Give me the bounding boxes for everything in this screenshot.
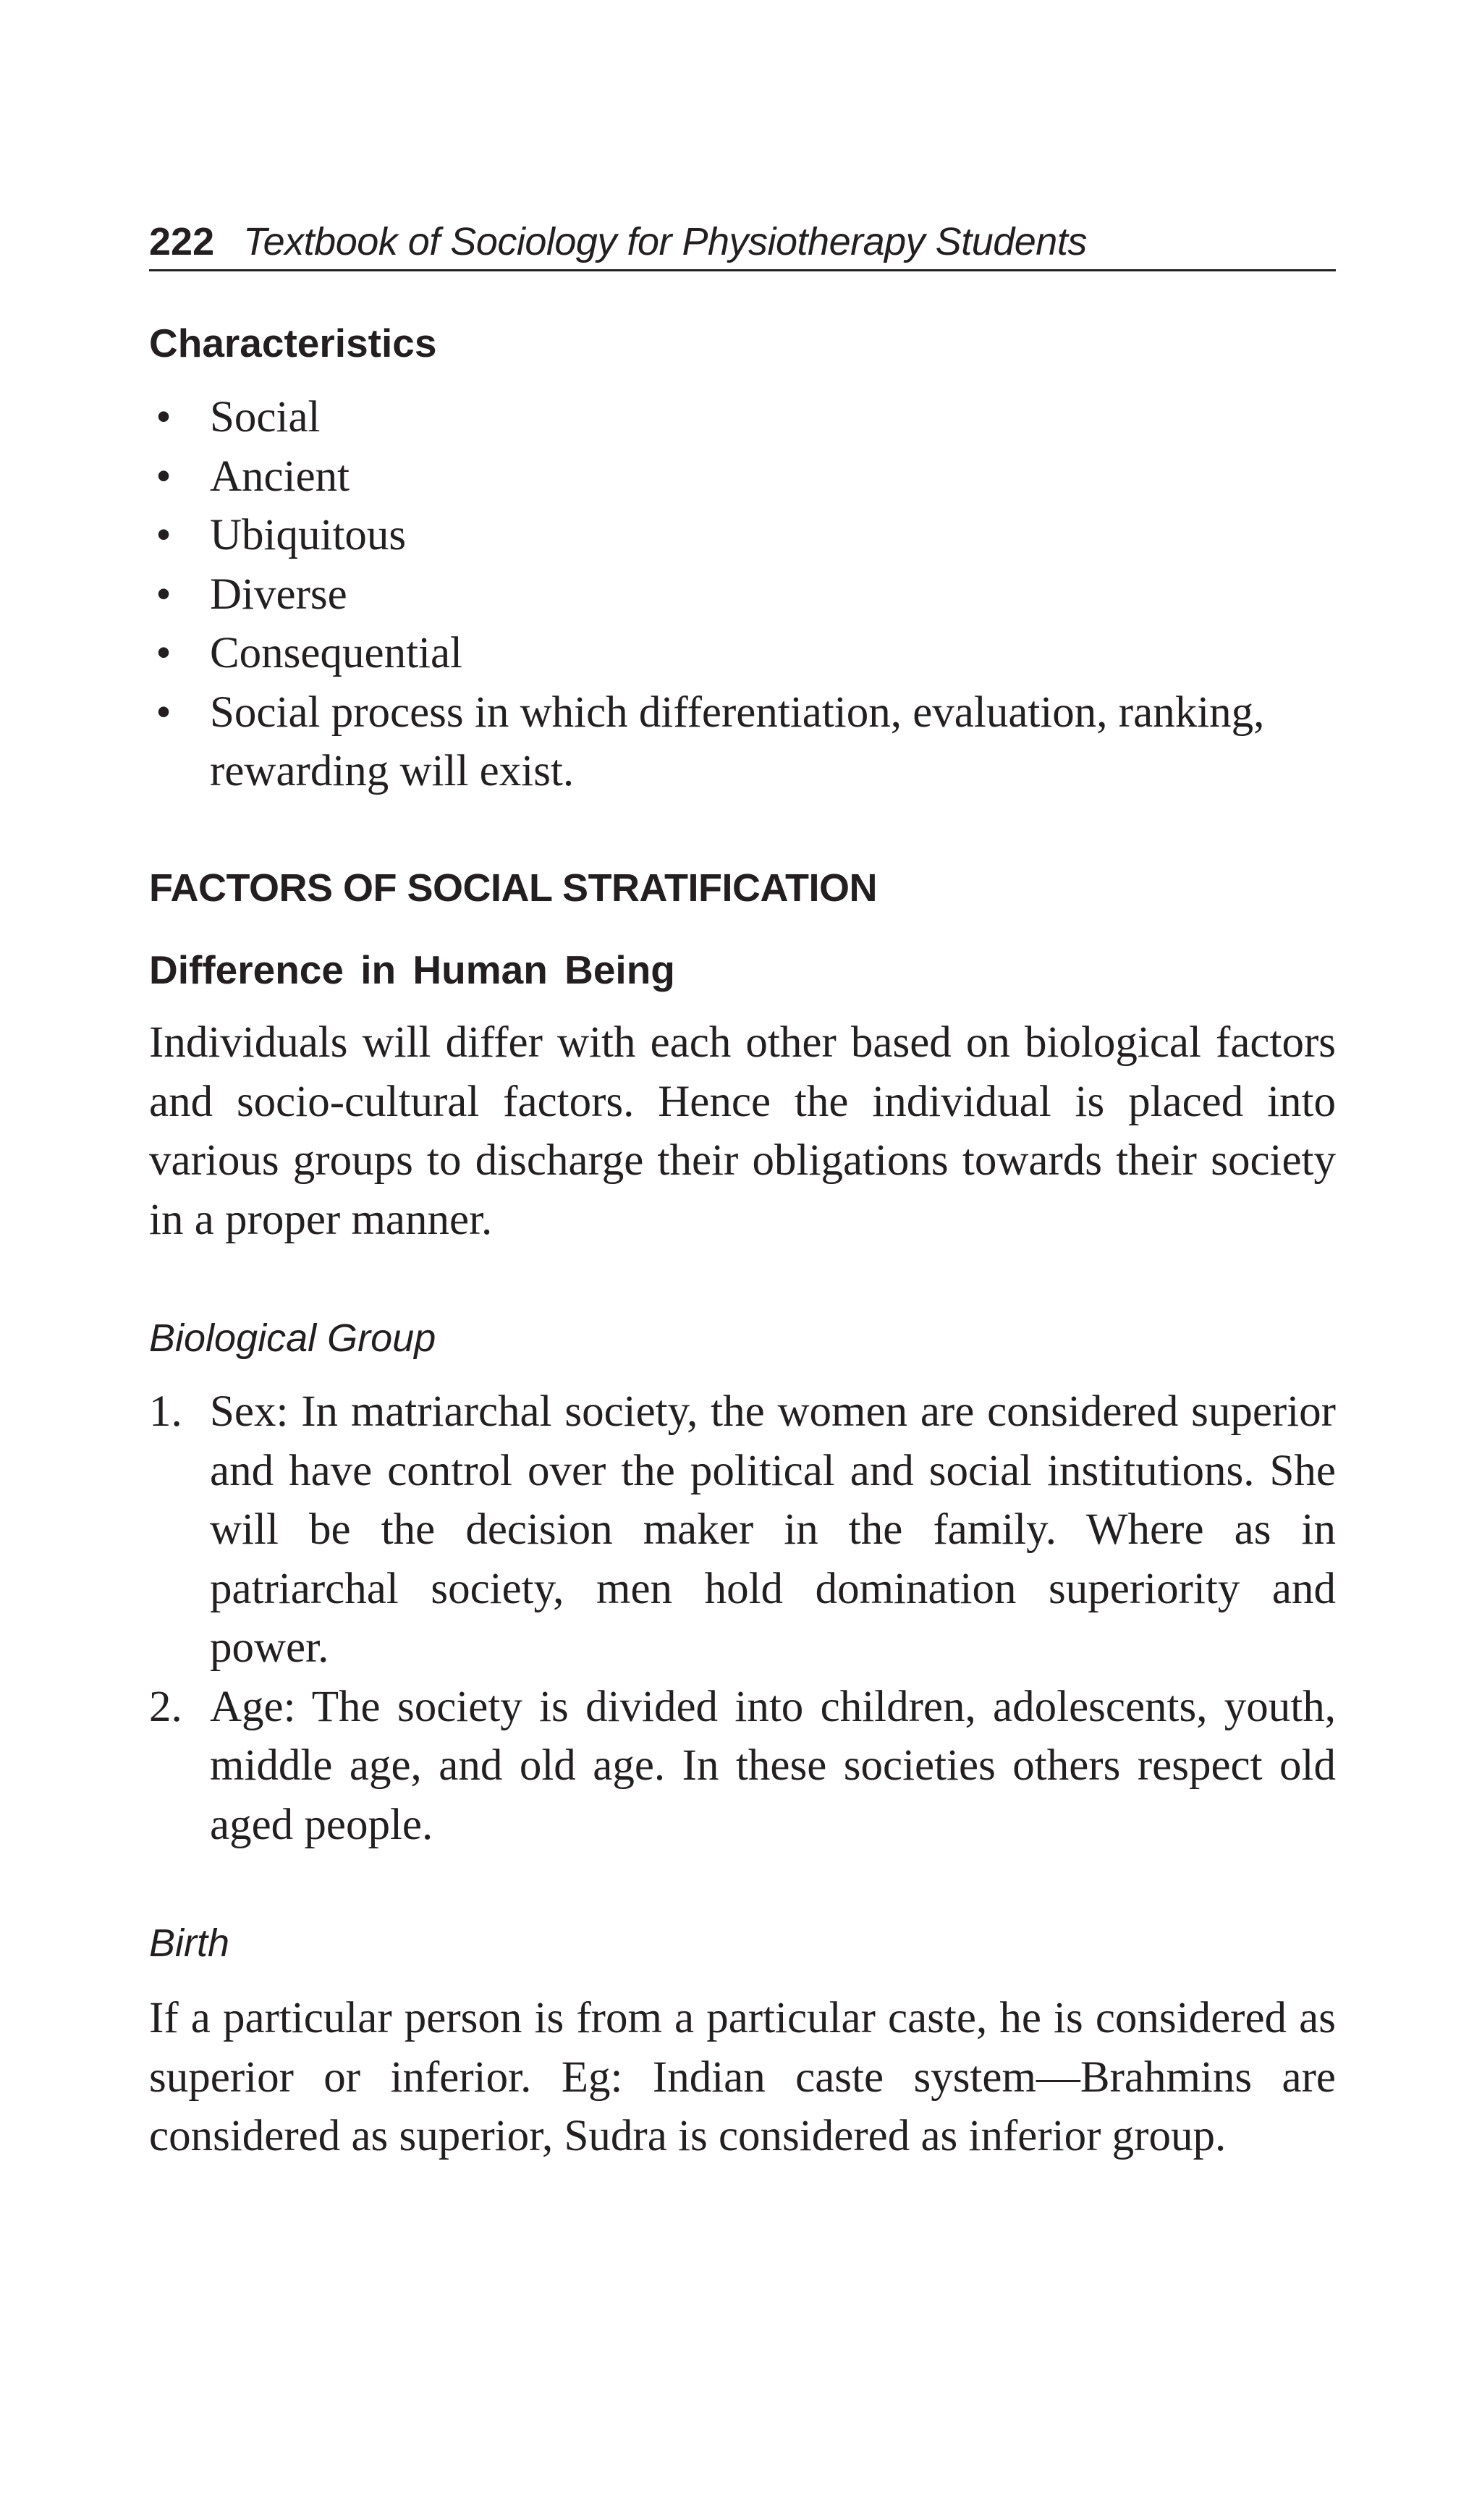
characteristics-list [149, 388, 1336, 801]
book-title: Textbook of Sociology for Physiotherapy Students [243, 220, 1087, 263]
paragraph-birth: If a particular person is from a particular caste, he is considered as superior or inferior. Eg: Indian caste system—Brahmins are considered as superior, Sudra is considered as inferior group. [149, 1994, 1336, 2160]
list-item [149, 447, 1336, 507]
list-item [149, 388, 1336, 447]
list-item [149, 624, 1336, 683]
item-number: 2. [149, 1682, 182, 1731]
list-item [149, 565, 1336, 625]
bullet-icon: • [156, 570, 172, 619]
paragraph-difference: Individuals will differ with each other based on biological factors and socio-cultural factors. Hence the individual is placed into various groups to discharge their obligations towards their society in a proper manner. [149, 1018, 1336, 1244]
list-item-text: Consequential [210, 629, 462, 677]
bullet-icon: • [156, 629, 172, 677]
list-item-text: Social [210, 393, 321, 441]
characteristics-heading: Characteristics [149, 321, 437, 365]
bullet-icon: • [156, 452, 172, 501]
numbered-item-text: Sex: In matriarchal society, the women are considered superior and have control over the political and social institutions. She will be the decision maker in the family. Where as in patriarchal society, men hold domination superiority and power. [210, 1387, 1336, 1672]
list-item-text: Social process in which differentiation, evaluation, ranking, rewarding will exist. [210, 688, 1265, 795]
subheading-biological-group: Biological Group [149, 1316, 436, 1360]
bullet-icon: • [156, 688, 172, 737]
section-heading-factors: FACTORS OF SOCIAL STRATIFICATION [149, 866, 877, 910]
running-head [149, 214, 1336, 271]
list-item-text: Diverse [210, 570, 347, 619]
list-item [149, 683, 1336, 801]
numbered-item [149, 1678, 1336, 1855]
subheading-birth: Birth [149, 1921, 230, 1965]
numbered-item-text: Age: The society is divided into children, adolescents, youth, middle age, and old age. In these societies others respect old aged people. [210, 1682, 1336, 1849]
item-number: 1. [149, 1387, 182, 1436]
list-item-text: Ubiquitous [210, 511, 407, 559]
page-number: 222 [149, 220, 215, 263]
biological-group-list [149, 1382, 1336, 1854]
numbered-item [149, 1382, 1336, 1678]
subheading-difference: Difference in Human Being [149, 947, 675, 992]
bullet-icon: • [156, 393, 172, 441]
list-item [149, 506, 1336, 565]
list-item-text: Ancient [210, 452, 350, 501]
bullet-icon: • [156, 511, 172, 559]
